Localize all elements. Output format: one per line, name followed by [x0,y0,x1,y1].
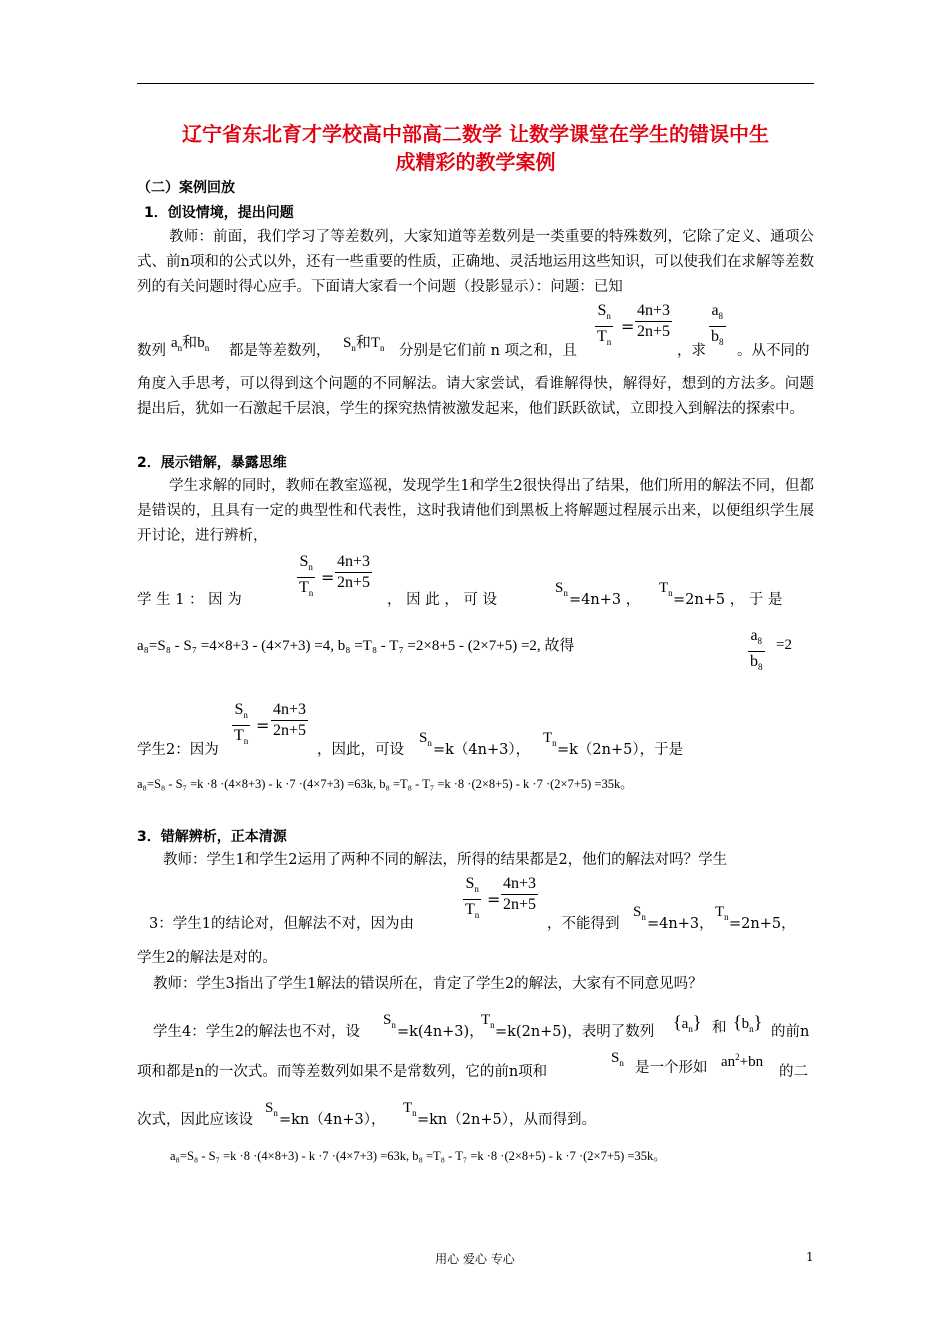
document-title-line2: 成精彩的教学案例 [395,150,556,174]
text: 分别是它们前 n 项之和，且 [399,343,578,359]
fraction-a8-over-b8: $\frac{a_8}{b_8}$ [750,627,763,673]
text: =2n+5 ， 于 是 [673,592,783,608]
s1-heading: 1．创设情境，提出问题 [144,205,294,221]
text: =k（2n+5），于是 [557,742,684,758]
student2-equation: a₈=S₈ - S₇ =k ·8 ·(4×8+3) - k ·7 ·(4×7+3) =63k, b₈ =T₈ - T₇ =k ·8 ·(2×8+5) - k ·7 ·(2×7+5) =35k。 [137,777,633,791]
section-heading: （二）案例回放 [137,180,235,196]
s3-heading: 3．错解辨析，正本清源 [137,829,287,845]
text: 的前n [771,1024,810,1040]
fraction-sn-over-tn: $\frac{S_n}{T_n}$ [299,553,314,599]
fraction-ratio: $\frac{4n+3}{2n+5}$ [503,875,537,913]
fraction-sn-over-tn: $\frac{S_n}{T_n}$ [465,875,480,921]
text: ，求 [677,343,706,359]
s1-paragraph-1: 教师：前面，我们学习了等差数列，大家知道等差数列是一类重要的特殊数列，它除了定义、通项公式、前n项和的公式以外，还有一些重要的性质，正确地、灵活地运用这些知识，可以使我们在求解等差数列的有关问题时得心应手。下面请大家看一个问题（投影显示）：问题：已知 [137,229,814,295]
fraction-ratio: $\frac{4n+3}{2n+5}$ [337,553,371,591]
text: 的二 [779,1064,808,1080]
s3-line-4: 学生2的解法是对的。 [137,950,277,966]
text: =2n+5， [729,916,796,932]
text: 学 生 1 ： 因 为 [137,592,242,608]
fraction-a8-over-b8: $\frac{a_8}{b_8}$ [711,302,724,348]
s1-paragraph-2: 角度入手思考，可以得到这个问题的不同解法。请大家尝试，看谁解得快，解得好，想到的方法多。问题提出后，犹如一石激起千层浪，学生的探究热情被激发起来，他们跃跃欲试，立即投入到解法的探索中。 [137,376,814,417]
text: =4n+3， [647,916,714,932]
text: 和 [712,1020,727,1036]
page-number: 1 [806,1250,814,1264]
text: =k(2n+5)，表明了数列 [495,1024,655,1040]
student1-line: 学 生 1 ： 因 为 $\frac{S_n}{T_n}$ = $\frac{4n+3}{2n+5}$ ， 因 此 ， 可 设 $S_n$ =4n+3 ， $T_n$ =2n+5 ， 于 是 [137,553,783,608]
text: =k(4n+3)， [397,1024,484,1040]
fraction-sn-over-tn: $\frac{S_n}{T_n}$ [234,701,249,747]
text: 学生2：因为 [137,742,219,758]
text: =k（4n+3）， [433,742,531,758]
s3-line-7: 项和都是n的一次式。而等差数列如果不是常数列，它的前n项和 $S_n$ 是一个形如 $an^2+bn$ 的二 [137,1050,808,1080]
text: 项和都是n的一次式。而等差数列如果不是常数列，它的前n项和 [137,1064,548,1080]
s3-line-5: 教师：学生3指出了学生1解法的错误所在，肯定了学生2的解法，大家有不同意见吗？ [153,976,703,992]
text: =kn（4n+3）， [279,1112,386,1128]
text: =4n+3 ， [569,592,641,608]
text: ，不能得到 [547,916,620,932]
student1-equation: a₈=S₈ - S₇ =4×8+3 - (4×7+3) =4, b₈ =T₈ - T₇ =2×8+5 - (2×7+5) =2, 故得 [137,638,575,654]
document-page: 辽宁省东北育才学校高中部高二数学 让数学课堂在学生的错误中生 成精彩的教学案例 （二）案例回放 1．创设情境，提出问题 教师：前面，我们学习了等差数列，大家知道等差数列是一类重要的特殊数列，它除了定义、通项公式、前n项和的公式以外，还有一些重要的性质，正确地、灵活地运用这些知识，可以使我们在求解等差数列的有关问题时得心应手。下面请大家看一个问题（投影显示）：问题：已知 数列 $a_n$和$b_n$ 都是等差数列， $S_n$和$T_n$ 分别是它们前 n 项之和，且 $\frac{S_n}{T_n}$ = $\frac{4n+3}{2n+5}$ ，求 $\frac{a_8}{b_8}$ 。从不同的 角度入手思考，可以得到这个问题的不同解法。请大家尝试，看谁解得快，解得好，想到的方法多。问题提出后，犹如一石激起千层浪，学生的探究热情被激发起来，他们跃跃欲试，立即投入到解法的探索中。 2．展示错解，暴露思维 学生求解的同时，教师在教室巡视，发现学生1和学生2很快得出了结果，他们所用的解法不同，但都是错误的，且具有一定的典型性和代表性，这时我请他们到黑板上将解题过程展示出来，以便组织学生展开讨论，进行辨析， 学 生 1 ： 因 为 $\frac{S_n}{T_n}$ = $\frac{4n+3}{2n+5}$ ， 因 此 ， 可 设 $S_n$ =4n+3 ， $T_n$ =2n+5 ， 于 是 a₈=S₈ - S₇ =4×8+3 - (4×7+3) =4, b₈ =T₈ - T₇ =2×8+5 - (2×7+5) =2, 故得 $\frac{a_8}{b_8}$ =2 学生2：因为 $\frac{S_n}{T_n}$ = $\frac{4n+3}{2n+5}$ ，因此，可设 $S_n$ =k（4n+3）， $T_n$ =k（2n+5），于是 a₈=S₈ - S₇ =k ·8 ·(4×8+3) - k ·7 ·(4×7+3) =63k, b₈ =T₈ - T₇ =k ·8 ·(2×8+5) - k ·7 ·(2×7+5) =35k。 3．错解辨析，正本清源 教师：学生1和学生2运用了两种不同的解法，所得的结果都是2，他们的解法对吗？学生 3：学生1的结论对，但解法不对，因为由 $\frac{S_n}{T_n}$ = $\frac{4n+3}{2n+5}$ ，不能得到 $S_n$ =4n+3， $T_n$ =2n+5， 学生2的解法是对的。 教师：学生3指出了学生1解法的错误所在，肯定了学生2的解法，大家有不同意见吗？ 学生4：学生2的解法也不对，设 $S_n$ =k(4n+3)， $T_n$ =k(2n+5)，表明了数列 $\{a_n\}$ 和 $\{b_n\}$ 的前n 项和都是n的一次式。而等差数列如果不是常数列，它的前n项和 $S_n$ 是一个形如 $an^2+bn$ 的二 次式，因此应该设 $S_n$ =kn（4n+3）， $T_n$ =kn（2n+5），从而得到。 a₈=S₈ - S₇ =k ·8 ·(4×8+3) - k ·7 ·(4×7+3) =63k, b₈ =T₈ - T₇ =k ·8 ·(2×8+5) - k ·7 ·(2×7+5) =35k。 用心 爱心 专心 1 [0,0,950,1344]
student3-line: 3：学生1的结论对，但解法不对，因为由 $\frac{S_n}{T_n}$ = $\frac{4n+3}{2n+5}$ ，不能得到 $S_n$ =4n+3， $T_n$ =2n+5， [149,875,796,932]
student4-line: 学生4：学生2的解法也不对，设 $S_n$ =k(4n+3)， $T_n$ =k(2n+5)，表明了数列 $\{a_n\}$ 和 $\{b_n\}$ 的前n [153,1012,810,1040]
text: ，因此，可设 [317,742,404,758]
text: 是一个形如 [635,1060,708,1076]
fraction-ratio: $\frac{4n+3}{2n+5}$ [273,701,307,739]
s2-heading: 2．展示错解，暴露思维 [137,455,287,471]
student2-line: 学生2：因为 $\frac{S_n}{T_n}$ = $\frac{4n+3}{2n+5}$ ，因此，可设 $S_n$ =k（4n+3）， $T_n$ =k（2n+5），于是 [137,701,684,758]
page-footer: 用心 爱心 专心 [435,1252,515,1266]
formula-an-bn: $a_n$和$b_n$ [171,335,210,353]
s2-paragraph-1: 学生求解的同时，教师在教室巡视，发现学生1和学生2很快得出了结果，他们所用的解法不同，但都是错误的，且具有一定的典型性和代表性，这时我请他们到黑板上将解题过程展示出来，以便组织学生展开讨论，进行辨析， [137,478,814,544]
text: =kn（2n+5），从而得到。 [417,1112,596,1128]
fraction-ratio: $\frac{4n+3}{2n+5}$ [637,302,671,340]
student4-equation: a₈=S₈ - S₇ =k ·8 ·(4×8+3) - k ·7 ·(4×7+3) =63k, b₈ =T₈ - T₇ =k ·8 ·(2×8+5) - k ·7 ·(2×7+5) =35k。 [170,1149,666,1163]
text: 学生4：学生2的解法也不对，设 [153,1024,360,1040]
text: ， 因 此 ， 可 设 [387,592,498,608]
text: 次式，因此应该设 [137,1112,253,1128]
s3-paragraph-1: 教师：学生1和学生2运用了两种不同的解法，所得的结果都是2，他们的解法对吗？学生 [163,852,728,868]
document-title-line1: 辽宁省东北育才学校高中部高二数学 让数学课堂在学生的错误中生 [182,122,769,146]
header-rule [137,83,814,84]
fraction-sn-over-tn: $\frac{S_n}{T_n}$ [597,302,612,348]
s3-line-8: 次式，因此应该设 $S_n$ =kn（4n+3）， $T_n$ =kn（2n+5），从而得到。 [137,1100,596,1128]
text: 数列 [137,343,166,359]
equation-result: =2 [776,637,792,653]
text: 3：学生1的结论对，但解法不对，因为由 [149,916,414,932]
formula-sn-tn: $S_n$和$T_n$ [343,335,385,353]
text: 。从不同的 [737,343,810,359]
text: 都是等差数列， [229,343,331,359]
